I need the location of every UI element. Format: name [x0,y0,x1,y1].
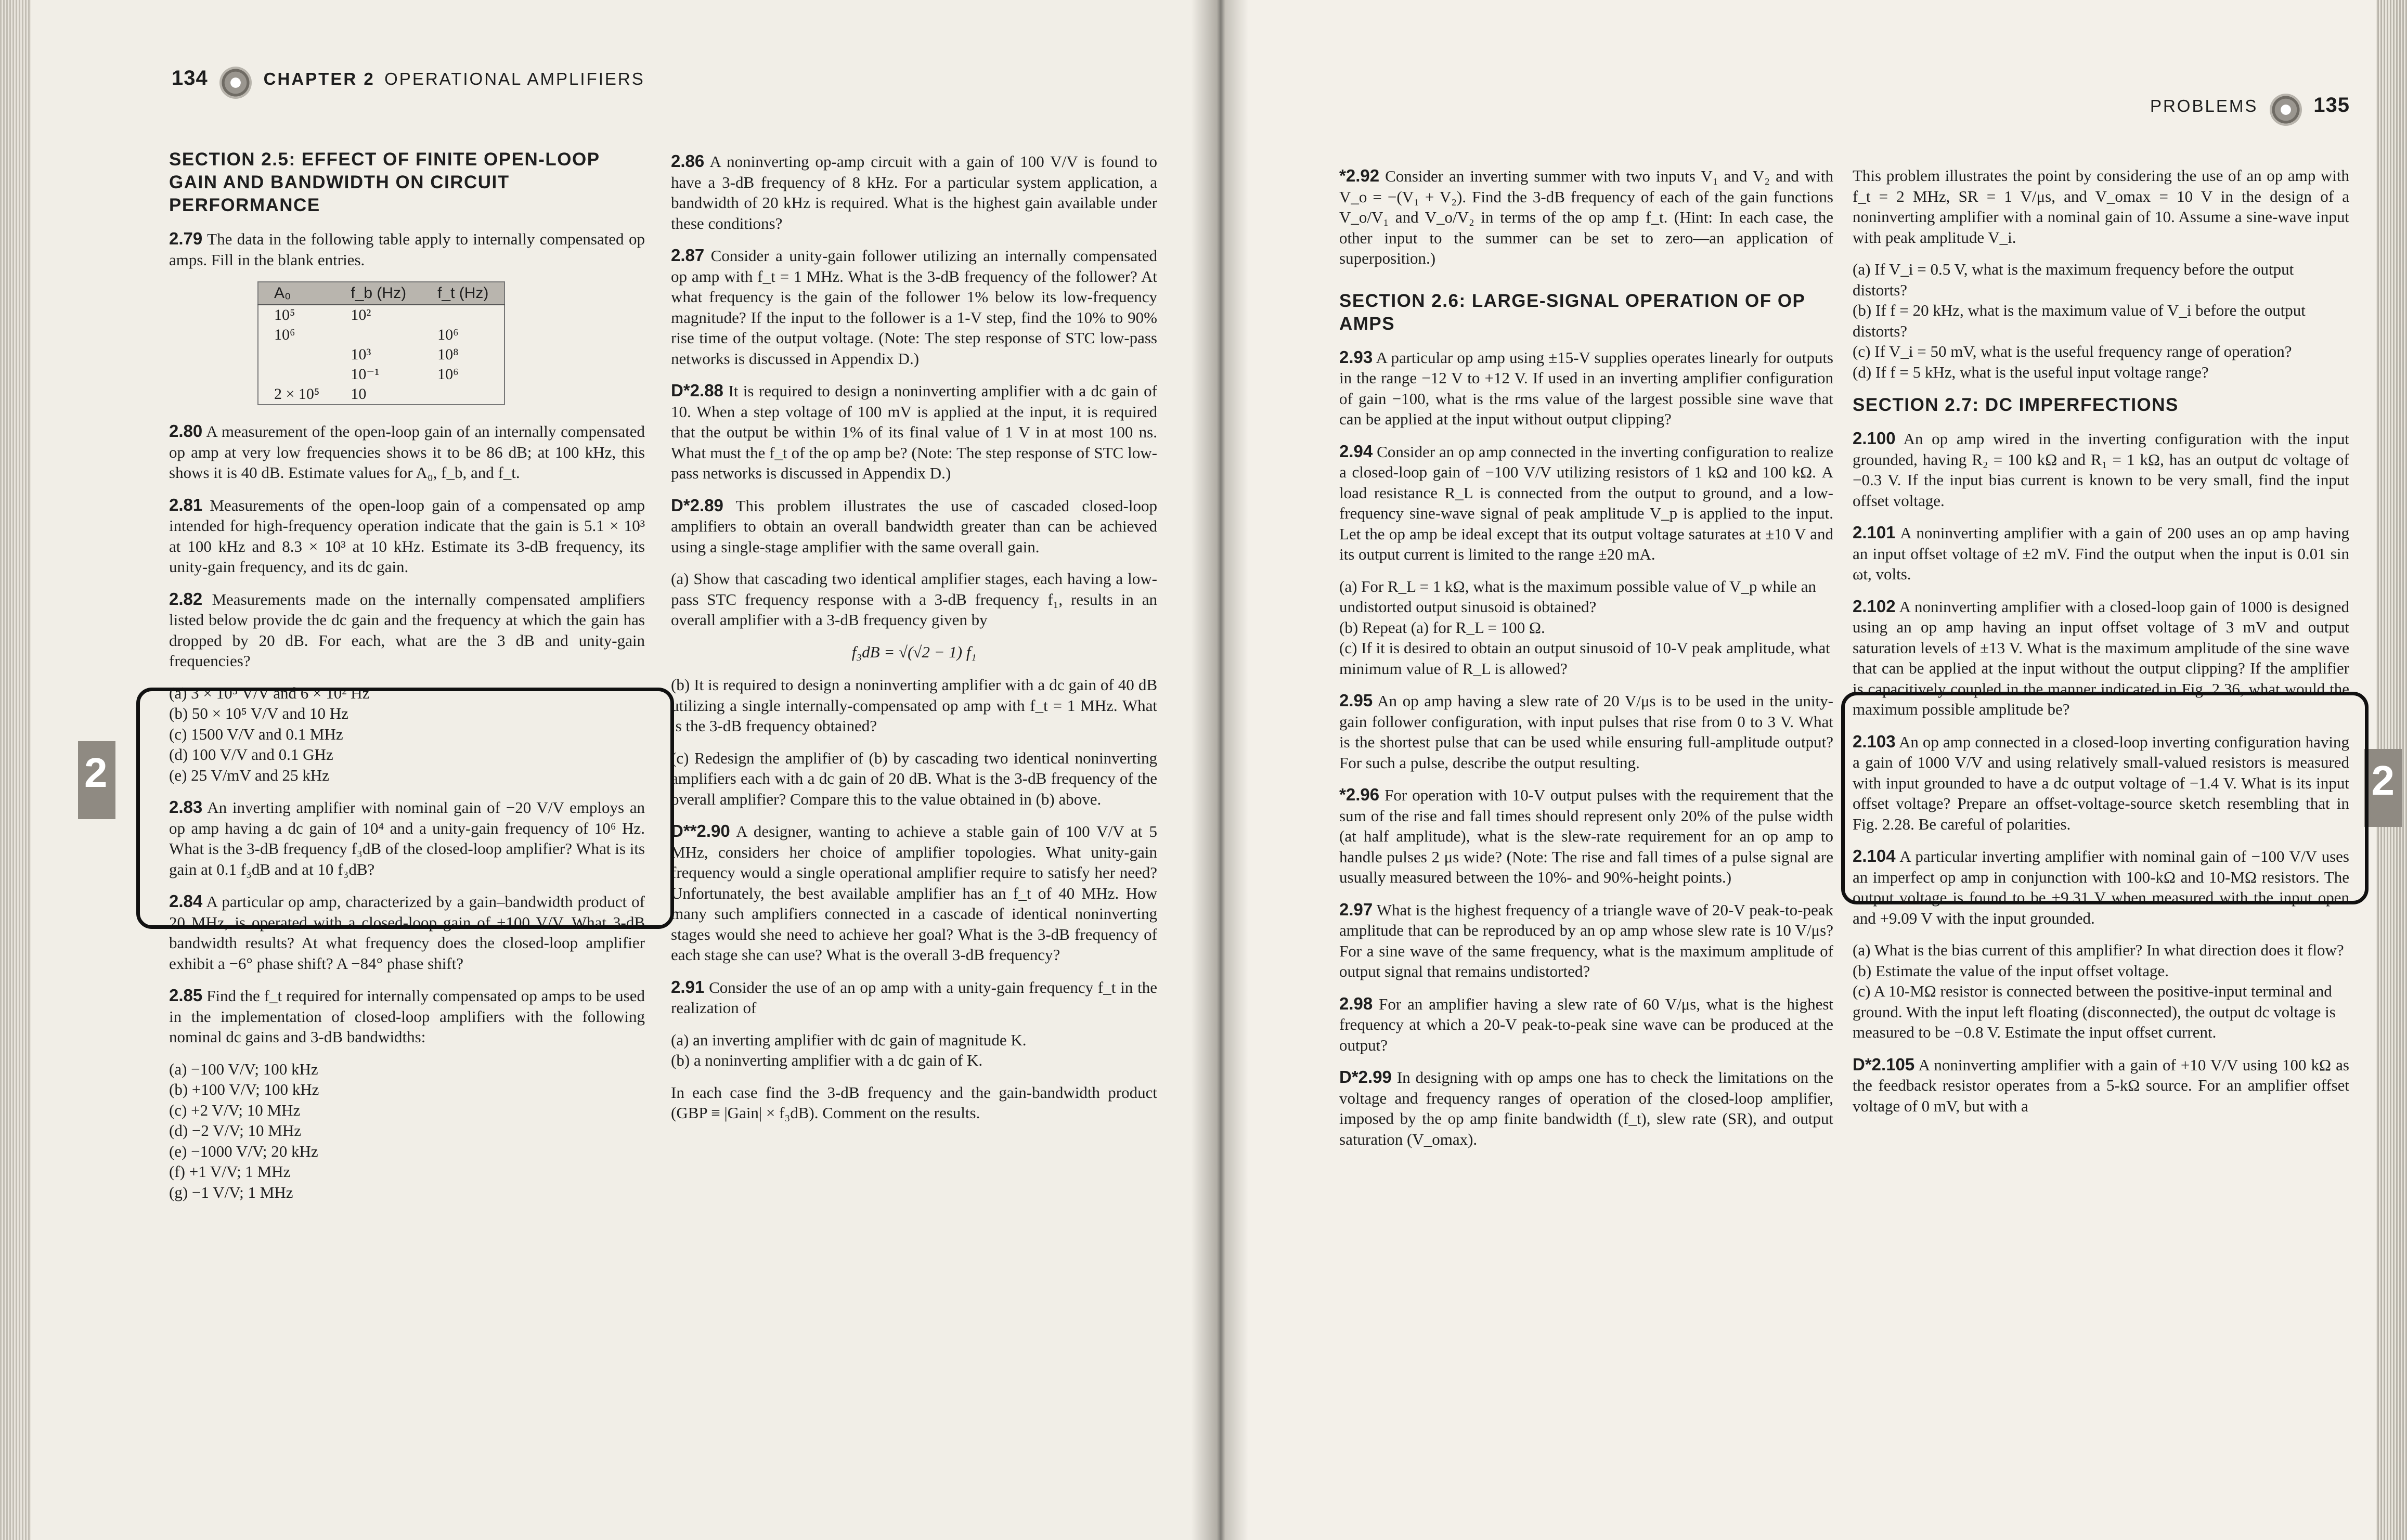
chapter-title: OPERATIONAL AMPLIFIERS [384,69,645,89]
problem-2-91: 2.91 Consider the use of an op amp with a unity-gain frequency f_t in the realization of [671,977,1157,1017]
table-header: A₀ [258,282,335,305]
problem-2-96: *2.96 For operation with 10-V output pulses with the requirement that the sum of the rise and fall times should represent only 20% of the pulse width (at half amplitude), what is the slew-rate requirement for an op amp to handle pulses 2 μs wide? (Note: The rise and fall times of a pulse signal are usually measured between the 10%- and 90%-height points.) [1339,785,1833,886]
list-item: (c) A 10-MΩ resistor is connected between the positive-input terminal and ground. With the input left floating (disconnected), the output dc voltage is measured to be −0.8 V. Estimate the input offset current. [1853,982,2336,1041]
problem-table [257,281,505,405]
problem-2-89: D*2.89 This problem illustrates the use of cascaded closed-loop amplifiers to obtain an overall bandwidth greater than can be achieved using a single-stage amplifier with the same overall gain. [671,495,1157,556]
page-header [2150,94,2350,126]
problem-2-100: 2.100 An op amp wired in the inverting configuration with the input grounded, having R₂ = 100 kΩ and R₁ = 1 kΩ, has an output dc voltage of −0.3 V. If the input bias current is known to be very small, find the input offset voltage. [1853,429,2349,510]
problem-2-88: D*2.88 It is required to design a noninverting amplifier with a dc gain of 10. When a step voltage of 100 mV is applied at the input, it is required that the output be within 1% of its final value of 1 V in at most 100 ns. What must the f_t of the op amp be? (Note: The step response of STC low-pass networks is discussed in Appendix D.) [671,381,1158,482]
problem-2-82: 2.82 Measurements made on the internally compensated amplifiers listed below provide the dc gain and the frequency at which the gain has dropped by 20 dB. For each, what are the 3 dB and unity-gain frequencies? [169,589,645,670]
table-row: 10³ 10⁸ [351,346,459,363]
page-header [172,67,645,99]
problem-2-84: 2.84 A particular op amp, characterized by a gain–bandwidth product of 20 MHz, is operated with a closed-loop gain of +100 V/V. What 3-dB bandwidth results? At what frequency does the closed-loop amplifier exhibit a −6° phase shift? A −84° phase shift? [169,891,645,973]
list-item: (e) −1000 V/V; 20 kHz [169,1142,318,1160]
problem-2-101: 2.101 A noninverting amplifier with a gain of 200 uses an op amp having an input offset voltage of ±2 mV. Find the output when the input is 0.01 sin ωt, volts. [1853,523,2350,583]
book-spine-shadow [1191,0,1248,1540]
problem-2-82-list [169,683,645,786]
problem-2-91-tail: In each case find the 3-dB frequency and the gain-bandwidth product (GBP ≡ |Gain| × f₃dB). Comment on the results. [671,1083,1157,1122]
right-column-right [1853,165,2349,1128]
problem-2-105: D*2.105 A noninverting amplifier with a gain of +10 V/V using 100 kΩ as the feedback resistor operates from a 5-kΩ source. For an amplifier offset voltage of 0 mV, but with a [1853,1054,2349,1115]
problem-2-92: *2.92 Consider an inverting summer with two inputs V₁ and V₂ and with V_o = −(V₁ + V₂). Find the 3-dB frequency of each of the gain functions V_o/V₁ and V_o/V₂ in terms of the op amp f_t. (Hint: In each case, the other input to the summer can be set to zero—an application of superposition.) [1339,166,1834,267]
problem-2-87: 2.87 Consider a unity-gain follower utilizing an internally compensated op amp with f_t = 1 MHz. What is the 3-dB frequency of the follower? At what frequency is the gain of the follower 1% below its low-frequency magnitude? If the input to the follower is a 1-V step, find the 10% to 90% rise time of the output voltage. (Note: The step response of STC low-pass networks is discussed in Appendix D.) [671,245,1158,368]
list-item: (b) 50 × 10⁵ V/V and 10 Hz [169,704,348,722]
problem-2-86: 2.86 A noninverting op-amp circuit with a gain of 100 V/V is found to have a 3-dB frequency of 8 kHz. For a particular system application, a bandwidth of 20 kHz is required. What is the highest gain available under these conditions? [671,151,1158,232]
chapter-tab-number: 2 [2371,757,2395,804]
list-item: (c) +2 V/V; 10 MHz [169,1101,301,1119]
right-page [1217,0,2407,1540]
problem-2-83: 2.83 An inverting amplifier with nominal gain of −20 V/V employs an op amp having a dc gain of 10⁴ and a unity-gain frequency of 10⁶ Hz. What is the 3-dB frequency f₃dB of the closed-loop amplifier? What is its gain at 0.1 f₃dB and at 10 f₃dB? [169,797,645,878]
problem-2-81: 2.81 Measurements of the open-loop gain of a compensated op amp intended for high-frequency operation indicate that the gain is 5.1 × 10³ at 100 kHz and 8.3 × 10³ at 10 kHz. Estimate its 3-dB frequency, its unity-gain frequency, and its dc gain. [169,495,645,576]
problem-2-85-list [169,1059,645,1203]
list-item: (b) a noninverting amplifier with a dc gain of K. [671,1051,983,1069]
list-item: (a) an inverting amplifier with dc gain of magnitude K. [671,1030,1027,1049]
problem-2-99: D*2.99 In designing with op amps one has to check the limitations on the voltage and frequency ranges of operation of the closed-loop amplifier, imposed by the op amp finite bandwidth (f_t), slew rate (SR), and output saturation (V_omax). [1339,1067,1833,1148]
list-item: (b) If f = 20 kHz, what is the maximum value of V_i before the output distorts? [1853,301,2306,340]
list-item: (d) If f = 5 kHz, what is the useful input voltage range? [1853,363,2209,381]
gear-logo-icon [2270,94,2302,126]
chapter-tab-number: 2 [84,749,108,796]
problem-2-91-list [671,1030,1157,1071]
list-item: (b) Estimate the value of the input offset voltage. [1853,961,2169,980]
problem-2-89-b: (b) It is required to design a noninverting amplifier with a dc gain of 40 dB utilizing a single internally-compensated op amp with f_t = 1 MHz. What is the 3-dB frequency obtained? [671,676,1157,735]
list-item: (c) 1500 V/V and 0.1 MHz [169,724,343,743]
problem-2-103: 2.103 An op amp connected in a closed-loop inverting configuration having a gain of 1000 V/V and using relatively small-valued resistors is measured with input grounded to have a dc output voltage of −1.4 V. What is its input offset voltage? Prepare an offset-voltage-source sketch resembling that in Fig. 2.28. Be careful of polarities. [1853,731,2349,833]
problem-2-99-continued: This problem illustrates the point by considering the use of an op amp with f_t = 2 MHz, SR = 1 V/μs, and V_omax = 10 V in the design of a noninverting amplifier with a nominal gain of 10. Assume a sine-wave input with peak amplitude V_i. [1853,166,2349,247]
problem-2-89-c: (c) Redesign the amplifier of (b) by cascading two identical noninverting amplifiers each with a dc gain of 20 dB. What is the 3-dB frequency of the overall amplifier? Compare this to the value obtained in (b) above. [671,748,1157,808]
list-item: (d) −2 V/V; 10 MHz [169,1121,301,1140]
right-column-left [1339,165,1833,1161]
section-heading: SECTION 2.7: DC IMPERFECTIONS [1853,395,2179,415]
list-item: (a) For R_L = 1 kΩ, what is the maximum possible value of V_p while an undistorted output sinusoid is obtained? [1339,577,1816,616]
table-row: 10⁵ 10² [274,306,371,323]
middle-column [671,151,1157,1135]
list-item: (b) Repeat (a) for R_L = 100 Ω. [1339,618,1545,637]
section-heading: SECTION 2.6: LARGE-SIGNAL OPERATION OF OP AMPS [1339,290,1805,334]
problem-2-104-list [1853,940,2349,1043]
list-item: (f) +1 V/V; 1 MHz [169,1162,291,1181]
problem-2-99-list [1853,259,2349,382]
list-item: (c) If it is desired to obtain an output sinusoid of 10-V peak amplitude, what minimum value of R_L is allowed? [1339,639,1830,678]
section-heading: SECTION 2.5: EFFECT OF FINITE OPEN-LOOP GAIN AND BANDWIDTH ON CIRCUIT PERFORMANCE [169,149,600,215]
problem-2-79: 2.79 The data in the following table apply to internally compensated op amps. Fill in the blank entries. [169,229,645,269]
problem-2-95: 2.95 An op amp having a slew rate of 20 V/μs is to be used in the unity-gain follower configuration, with input pulses that rise from 0 to 3 V. What is the shortest pulse that can be used while ensuring full-amplitude output? For such a pulse, describe the output resulting. [1339,691,1833,772]
problem-2-97: 2.97 What is the highest frequency of a triangle wave of 20-V peak-to-peak amplitude that can be reproduced by an op amp whose slew rate is 10 V/μs? For a sine wave of the same frequency, what is the maximum amplitude of output signal that remains undistorted? [1339,899,1833,980]
table-row: 10⁶ 10⁶ [274,326,459,343]
list-item: (a) What is the bias current of this amplifier? In what direction does it flow? [1853,941,2344,959]
equation: f₃dB = √(√2 − 1) f₁ [851,642,977,661]
problem-2-102: 2.102 A noninverting amplifier with a closed-loop gain of 1000 is designed using an op amp having an input offset voltage of 3 mV and output saturation levels of ±13 V. What is the maximum amplitude of the sine wave that can be applied at the input without the output clipping? If the amplifier is capacitively coupled in the manner indicated in Fig. 2.36, what would the maximum possible amplitude be? [1853,596,2349,718]
list-item: (a) If V_i = 0.5 V, what is the maximum frequency before the output distorts? [1853,260,2294,299]
problem-2-94: 2.94 Consider an op amp connected in the inverting configuration to realize a closed-loop gain of −100 V/V utilizing resistors of 1 kΩ and 100 kΩ. A load resistance R_L is connected from the output to ground, and a low-frequency sine-wave signal of peak amplitude V_p is applied to the input. Let the op amp be ideal except that its output voltage saturates at ±10 V and its output current is limited to the range ±20 mA. [1339,441,1833,563]
table-row: 2 × 10⁵ 10 [274,385,367,403]
problem-2-94-list [1339,576,1833,679]
problem-2-80: 2.80 A measurement of the open-loop gain of an internally compensated op amp at very low frequencies shows it to be 86 dB; at 100 kHz, this shows it is 40 dB. Estimate values for A₀, f_b, and f_t. [169,421,645,482]
page-number: 135 [2313,94,2350,117]
problem-2-104: 2.104 A particular inverting amplifier with nominal gain of −100 V/V uses an imperfect op amp in conjunction with 100-kΩ and 10-MΩ resistors. The output voltage is found to be +9.31 V when measured with the input open and +9.09 V with the input grounded. [1853,846,2349,927]
table-header: f_t (Hz) [422,282,504,305]
page-number: 134 [172,67,208,90]
table-row: 10⁻¹ 10⁶ [351,366,459,383]
problem-2-89-a: (a) Show that cascading two identical amplifier stages, each having a low-pass STC frequency response with a 3-dB frequency f₁, results in an overall amplifier with a 3-dB frequency given by [671,570,1157,629]
problem-2-90: D**2.90 A designer, wanting to achieve a stable gain of 100 V/V at 5 MHz, considers her choice of amplifier topologies. What unity-gain frequency would a single operational amplifier require to satisfy her need? Unfortunately, the best available amplifier has an f_t of 40 MHz. How many such amplifiers connected in a cascade of identical noninverting stages would she need to achieve her goal? What is the 3-dB frequency of each stage she can use? What is the overall 3-dB frequency? [671,821,1157,964]
chapter-label: CHAPTER 2 [263,69,375,89]
list-item: (e) 25 V/mV and 25 kHz [169,766,329,784]
list-item: (b) +100 V/V; 100 kHz [169,1080,319,1098]
header-label: PROBLEMS [2150,96,2258,116]
problem-2-98: 2.98 For an amplifier having a slew rate of 60 V/μs, what is the highest frequency at which a 20-V peak-to-peak sine wave can be produced at the output? [1339,993,1834,1054]
list-item: (c) If V_i = 50 mV, what is the useful frequency range of operation? [1853,342,2292,360]
left-column [169,148,645,1214]
gear-logo-icon [219,67,252,99]
page-edge [0,0,31,1540]
list-item: (d) 100 V/V and 0.1 GHz [169,745,333,763]
list-item: (a) 3 × 10⁵ V/V and 6 × 10² Hz [169,683,370,702]
problem-2-85: 2.85 Find the f_t required for internally compensated op amps to be used in the implementation of closed-loop amplifiers with the following nominal dc gains and 3-dB bandwidths: [169,986,645,1046]
list-item: (g) −1 V/V; 1 MHz [169,1183,293,1201]
problem-2-93: 2.93 A particular op amp using ±15-V supplies operates linearly for outputs in the range −12 V to +12 V. If used in an inverting amplifier configuration of gain −100, what is the rms value of the largest possible sine wave that can be applied at the input without output clipping? [1339,347,1833,428]
list-item: (a) −100 V/V; 100 kHz [169,1059,318,1078]
table-header: f_b (Hz) [335,282,422,305]
